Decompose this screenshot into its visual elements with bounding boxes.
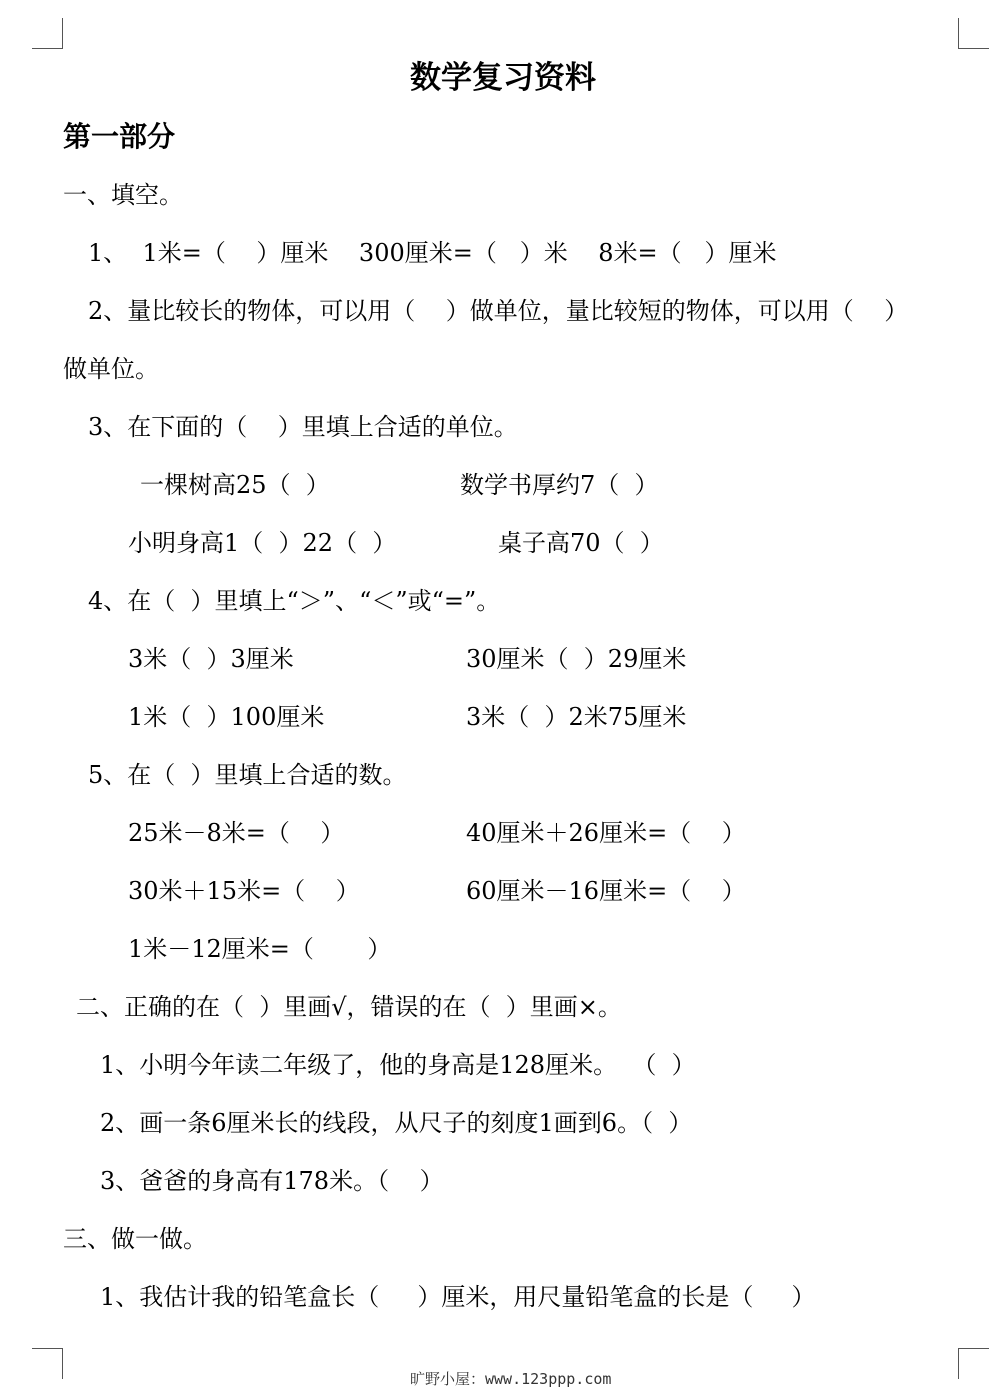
q1-item-3-d: 桌子高70（ ） — [498, 529, 664, 557]
q3-item-1: 1、我估计我的铅笔盒长（ ）厘米，用尺量铅笔盒的长是（ ） — [100, 1283, 816, 1311]
q2-item-1: 1、小明今年读二年级了，他的身高是128厘米。 （ ） — [100, 1051, 696, 1079]
q1-item-4-b: 30厘米（ ）29厘米 — [466, 645, 687, 673]
q2-item-2: 2、画一条6厘米长的线段，从尺子的刻度1画到6。（ ） — [100, 1109, 693, 1137]
corner-mark-bottom-right — [958, 1348, 989, 1379]
q1-item-5-a: 25米－8米=（ ） — [128, 819, 345, 847]
q1-item-3: 3、在下面的（ ）里填上合适的单位。 — [88, 413, 518, 441]
q1-item-1: 1、 1米=（ ）厘米 300厘米=（ ）米 8米=（ ）厘米 — [88, 239, 777, 267]
q1-item-5-e: 1米－12厘米=（ ） — [128, 935, 392, 963]
q1-item-3-c: 小明身高1（ ）22（ ） — [128, 529, 397, 557]
q1-item-3-a: 一棵树高25（ ） — [140, 471, 330, 499]
page-footer: 旷野小屋：www.123ppp.com — [410, 1370, 612, 1388]
q1-item-2-line-1: 2、量比较长的物体，可以用（ ）做单位，量比较短的物体，可以用（ ） — [88, 297, 909, 325]
q2-item-3: 3、爸爸的身高有178米。（ ） — [100, 1167, 444, 1195]
q1-item-2-line-2: 做单位。 — [63, 355, 159, 383]
question-2-heading: 二、正确的在（ ）里画√，错误的在（ ）里画×。 — [76, 993, 622, 1021]
page-title: 数学复习资料 — [410, 60, 596, 96]
section-heading: 第一部分 — [63, 120, 176, 153]
question-1-heading: 一、填空。 — [63, 181, 183, 209]
q1-item-5-d: 60厘米－16厘米=（ ） — [466, 877, 746, 905]
q1-item-4-d: 3米（ ）2米75厘米 — [466, 703, 687, 731]
q1-item-3-b: 数学书厚约7（ ） — [460, 471, 659, 499]
q1-item-5-c: 30米＋15米=（ ） — [128, 877, 360, 905]
question-3-heading: 三、做一做。 — [63, 1225, 207, 1253]
corner-mark-top-left — [32, 18, 63, 49]
q1-item-4: 4、在（ ）里填上“＞”、“＜”或“=”。 — [88, 587, 501, 615]
q1-item-4-c: 1米（ ）100厘米 — [128, 703, 325, 731]
corner-mark-top-right — [958, 18, 989, 49]
q1-item-5: 5、在（ ）里填上合适的数。 — [88, 761, 407, 789]
q1-item-4-a: 3米（ ）3厘米 — [128, 645, 294, 673]
corner-mark-bottom-left — [32, 1348, 63, 1379]
q1-item-5-b: 40厘米＋26厘米=（ ） — [466, 819, 746, 847]
